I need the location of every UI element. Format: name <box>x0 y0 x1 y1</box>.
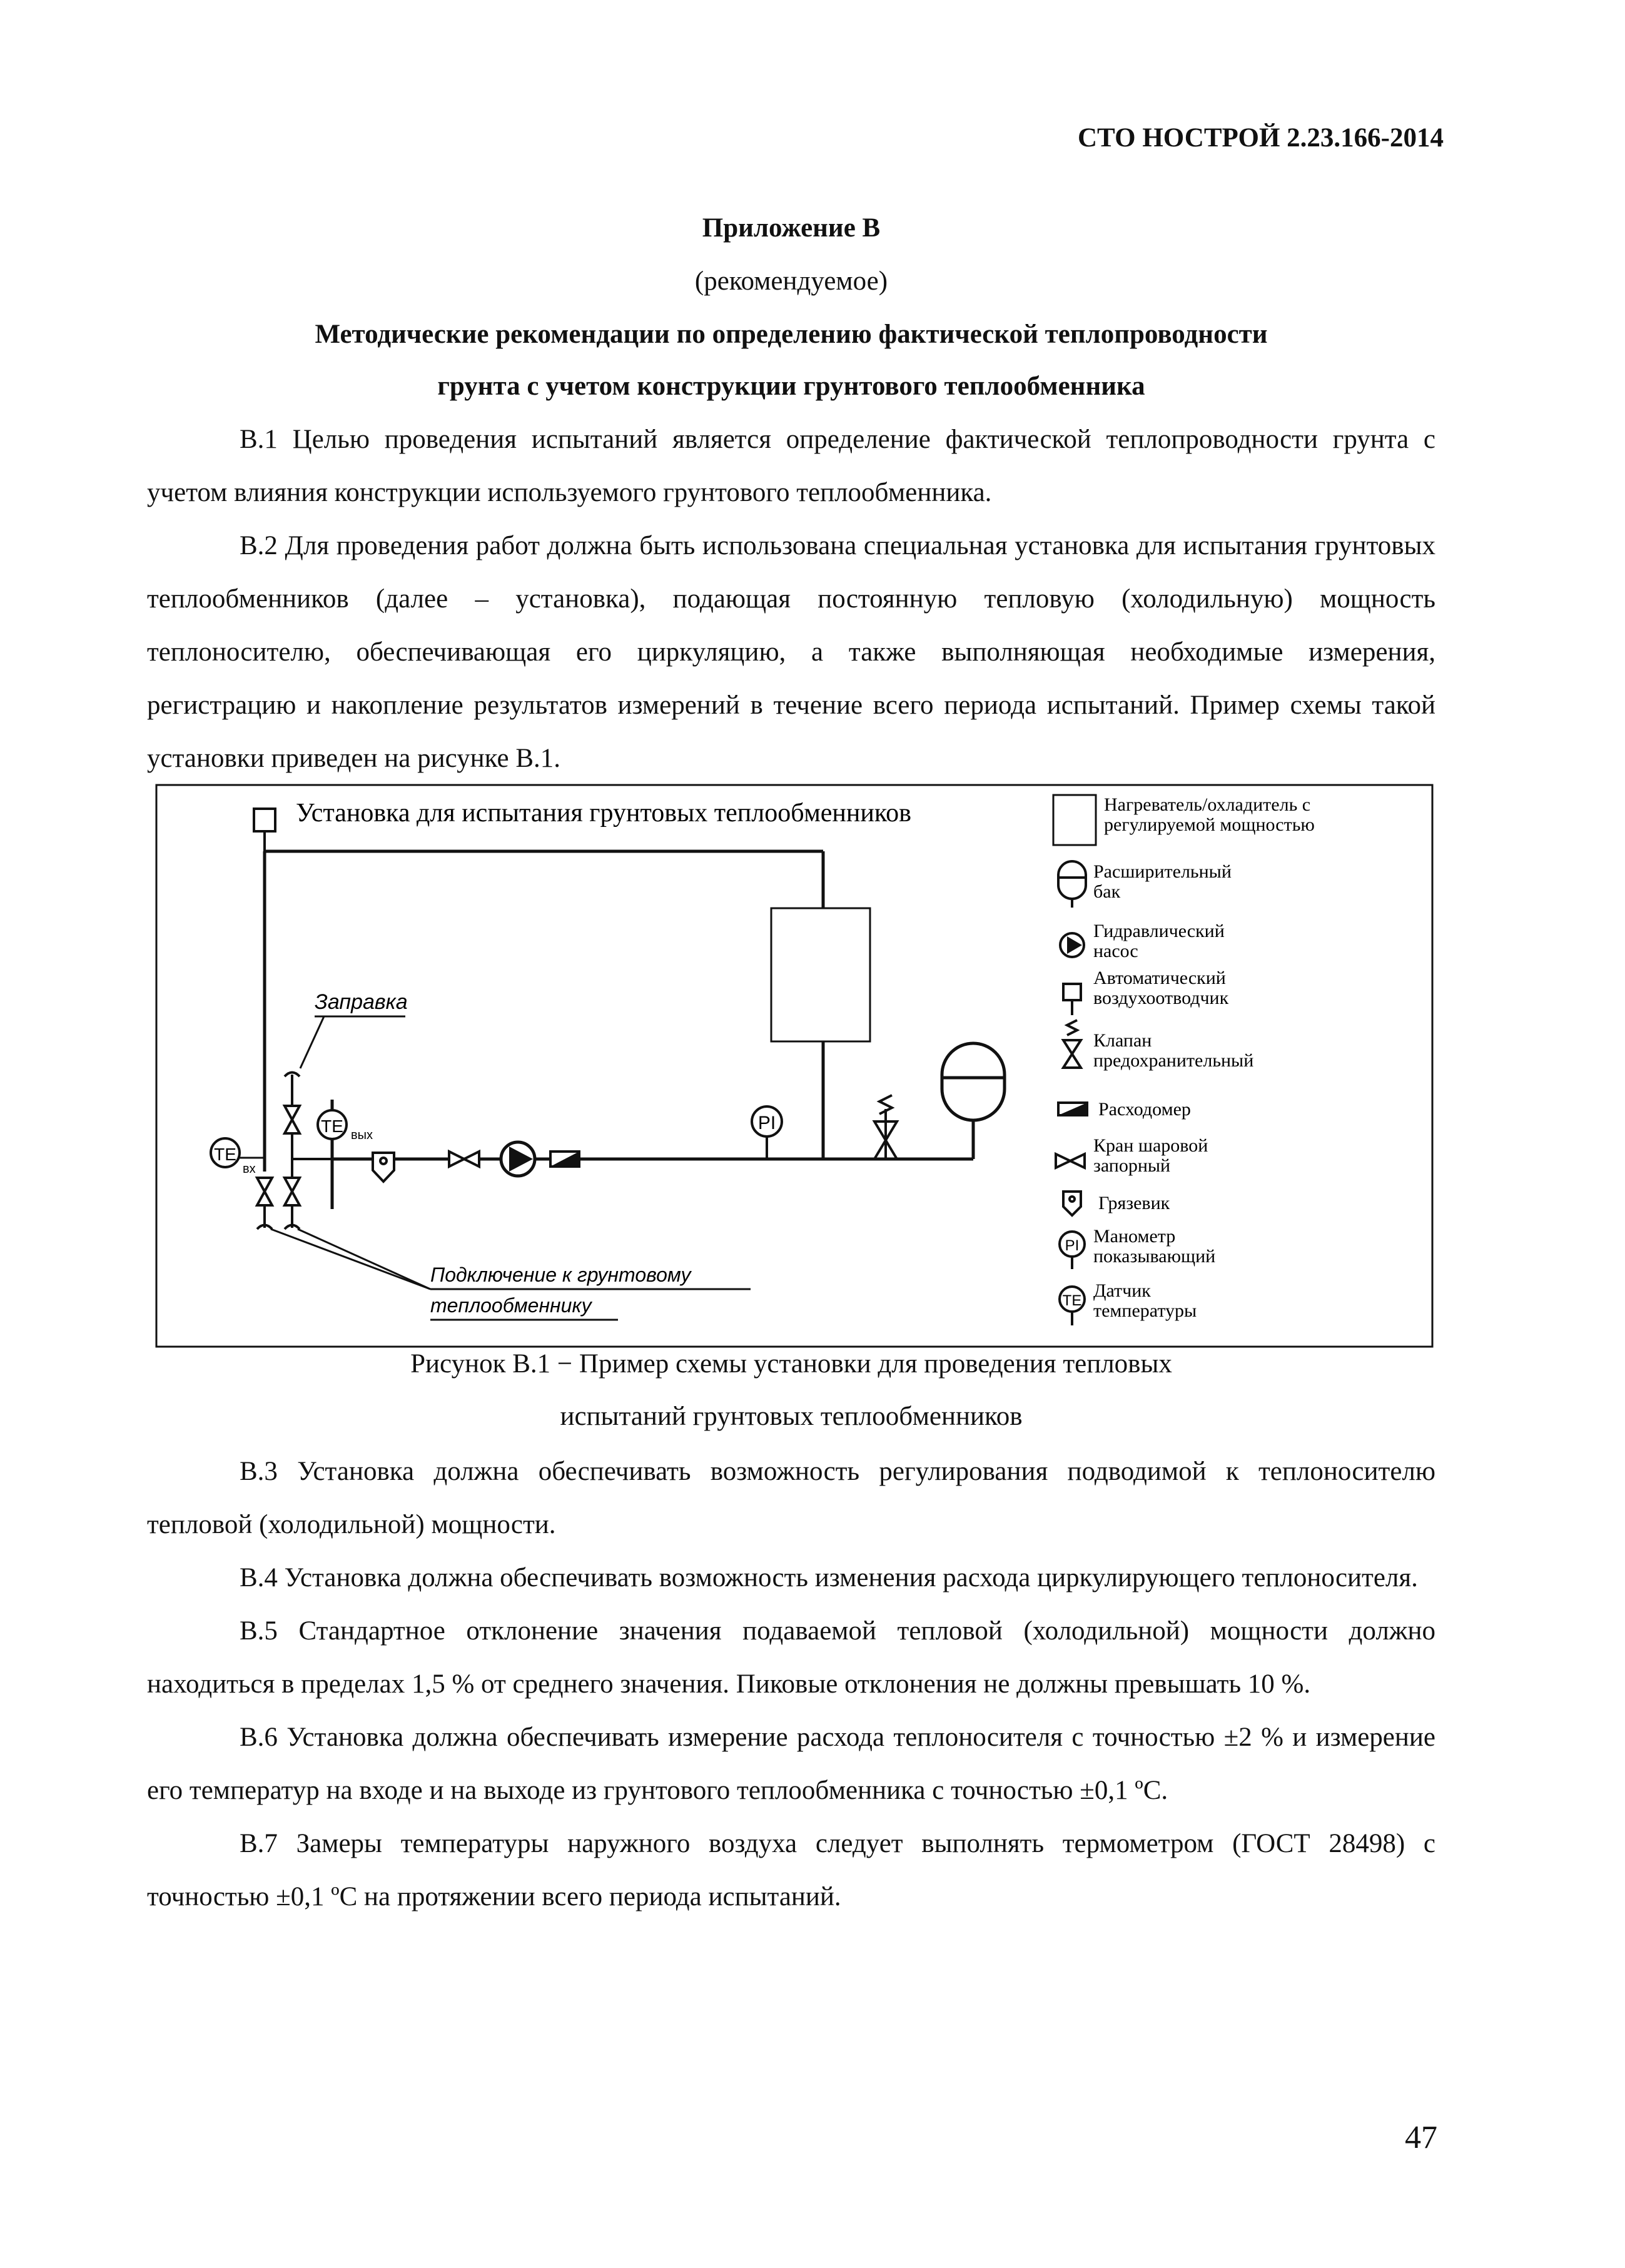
temperature-sensor-in-icon <box>211 1138 265 1176</box>
svg-text:запорный: запорный <box>1093 1155 1171 1176</box>
figure-caption-line2: испытаний грунтовых теплообменников <box>560 1402 1023 1431</box>
svg-text:PI: PI <box>1065 1237 1080 1254</box>
legend-temperature-sensor-icon <box>1060 1287 1085 1325</box>
appendix-subtitle: (рекомендуемое) <box>694 266 888 296</box>
appendix-heading-line1: Методические рекомендации по определению фактической теплопроводности <box>315 320 1268 349</box>
svg-text:Нагреватель/охладитель с: Нагреватель/охладитель с <box>1104 794 1311 815</box>
svg-text:PI: PI <box>757 1113 776 1133</box>
appendix-heading-line2: грунта с учетом конструкции грунтового теплообменника <box>437 372 1145 401</box>
svg-text:Гидравлический: Гидравлический <box>1093 921 1225 941</box>
paragraph-b7: В.7 Замеры температуры наружного воздуха следует выполнять термометром (ГОСТ 28498) с точностью ±0,1 ºС на протяжении всего периода испытаний. <box>147 1829 1435 1911</box>
text-block-top <box>147 413 1435 785</box>
paragraph-b6: В.6 Установка должна обеспечивать измерение расхода теплоносителя с точностью ±2 % и измерение его температур на входе и на выходе из грунтового теплообменника с точностью ±0,1 ºС. <box>147 1723 1435 1805</box>
legend-strainer-icon <box>1063 1192 1081 1215</box>
heater-cooler-icon <box>771 908 870 1041</box>
svg-text:предохранительный: предохранительный <box>1093 1050 1254 1071</box>
figure-b1-diagram <box>155 784 1434 1348</box>
legend-flowmeter-icon <box>1058 1103 1087 1115</box>
pipe-network <box>265 851 973 1209</box>
paragraph-b3: В.3 Установка должна обеспечивать возможность регулирования подводимой к теплоносителю тепловой (холодильной) мощности. <box>147 1457 1435 1539</box>
svg-text:вх: вх <box>243 1162 256 1176</box>
svg-text:TE: TE <box>1062 1292 1082 1309</box>
svg-text:Расходомер: Расходомер <box>1098 1099 1191 1120</box>
appendix-title: Приложение В <box>702 213 881 243</box>
svg-text:вых: вых <box>351 1128 373 1142</box>
label-connect-line2: теплообменнику <box>430 1294 592 1317</box>
document-header: СТО НОСТРОЙ 2.23.166-2014 <box>1078 123 1444 153</box>
legend-ball-valve-icon <box>1056 1154 1085 1168</box>
svg-text:бак: бак <box>1093 881 1121 902</box>
svg-text:Клапан: Клапан <box>1093 1030 1152 1051</box>
expansion-tank-icon <box>942 1043 1005 1120</box>
safety-valve-icon <box>874 1095 897 1159</box>
page-number: 47 <box>1405 2120 1437 2155</box>
figure-title: Установка для испытания грунтовых теплообменников <box>296 799 911 828</box>
label-connect-line1: Подключение к грунтовому <box>430 1263 691 1286</box>
svg-text:Кран шаровой: Кран шаровой <box>1093 1135 1208 1156</box>
pressure-gauge-icon <box>752 1106 782 1159</box>
legend-air-vent-icon <box>1063 984 1081 1015</box>
svg-text:Грязевик: Грязевик <box>1098 1193 1170 1213</box>
paragraph-b1: В.1 Целью проведения испытаний является определение фактической теплопроводности грунта с учетом влияния конструкции используемого грунтового теплообменника. <box>147 425 1435 507</box>
legend-safety-valve-icon <box>1063 1020 1081 1068</box>
legend-heater-cooler-icon <box>1053 795 1096 845</box>
flowmeter-icon <box>550 1152 579 1167</box>
pump-icon <box>501 1142 535 1176</box>
svg-text:TE: TE <box>214 1145 236 1164</box>
svg-text:Датчик: Датчик <box>1093 1280 1151 1301</box>
svg-text:TE: TE <box>321 1116 343 1136</box>
paragraph-b2: В.2 Для проведения работ должна быть использована специальная установка для испытания грунтовых теплообменников (далее – установка), подающая постоянную тепловую (холодильную) мощность теплоносителю, обеспечивающая его циркуляцию, а также выполняющая необходимые измерения, регистрацию и накопление результатов измерений в течение всего периода испытаний. Пример схемы такой установки приведен на рисунке В.1. <box>147 531 1435 773</box>
svg-text:Расширительный: Расширительный <box>1093 861 1232 882</box>
legend-expansion-tank-icon <box>1058 861 1086 908</box>
figure-caption-line1: Рисунок В.1 − Пример схемы установки для проведения тепловых <box>410 1349 1172 1379</box>
svg-text:температуры: температуры <box>1093 1300 1197 1321</box>
legend-pressure-gauge-icon <box>1060 1232 1085 1269</box>
ball-valve-icon <box>449 1152 479 1167</box>
svg-text:Автоматический: Автоматический <box>1093 968 1226 988</box>
paragraph-b4: В.4 Установка должна обеспечивать возможность изменения расхода циркулирующего теплоносителя. <box>240 1563 1418 1592</box>
svg-text:регулируемой мощностью: регулируемой мощностью <box>1104 814 1315 835</box>
svg-text:воздухоотводчик: воздухоотводчик <box>1093 988 1229 1008</box>
paragraph-b5: В.5 Стандартное отклонение значения подаваемой тепловой (холодильной) мощности должно находиться в пределах 1,5 % от среднего значения. Пиковые отклонения не должны превышать 10 %. <box>147 1616 1435 1699</box>
svg-text:насос: насос <box>1093 941 1138 961</box>
legend-pump-icon <box>1060 933 1084 957</box>
temperature-sensor-out-icon <box>318 1110 373 1159</box>
text-block-bottom <box>147 1445 1435 1923</box>
svg-text:Манометр: Манометр <box>1093 1226 1176 1247</box>
label-fill: Заправка <box>315 990 408 1014</box>
air-vent-icon <box>254 809 275 851</box>
strainer-icon <box>373 1153 394 1182</box>
legend <box>1053 794 1315 1325</box>
svg-text:показывающий: показывающий <box>1093 1246 1216 1267</box>
